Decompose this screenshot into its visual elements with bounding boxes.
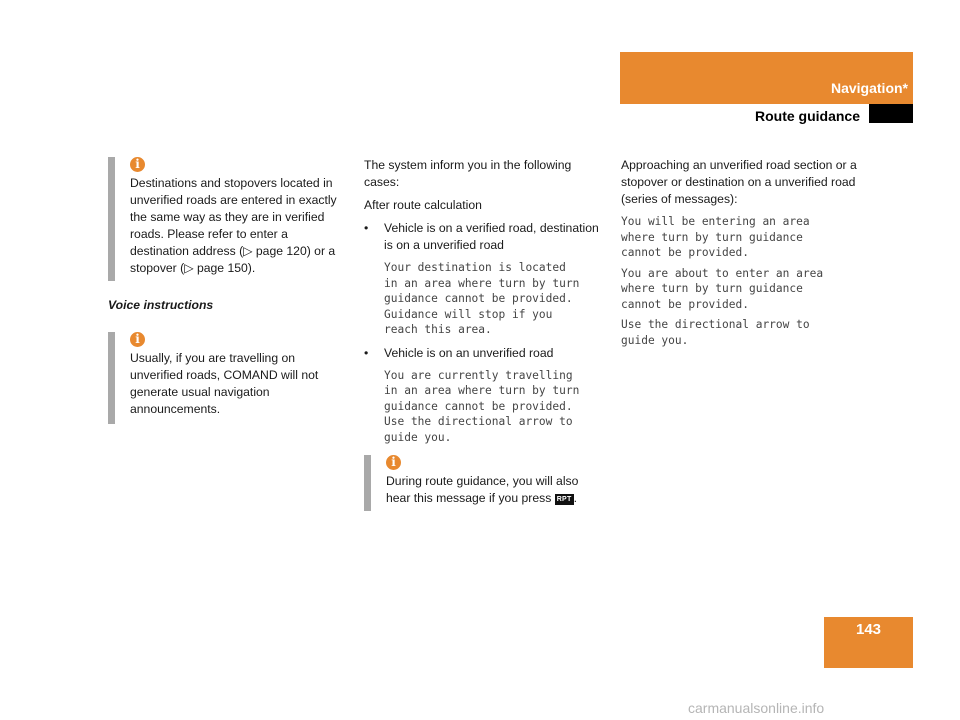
voice-message: Your destination is located in an area where turn by turn guidance cannot be provided. Guidance will stop if you reach this area.: [384, 261, 580, 336]
middle-column: [364, 157, 604, 511]
page-number: 143: [855, 621, 882, 638]
intro-text: The system inform you in the following cases:: [364, 158, 572, 189]
info-box-unverified-destinations: [108, 157, 348, 281]
bullet-text: Vehicle is on an unverified road: [384, 345, 554, 360]
section-title: Navigation*: [830, 80, 908, 96]
left-column: [108, 157, 348, 424]
info-icon: i: [130, 332, 145, 347]
info-icon: i: [386, 455, 401, 470]
info-box-navigation-announcements: [108, 332, 348, 424]
bullet-icon: •: [364, 345, 369, 360]
info-text: During route guidance, you will also hear this message if you press RPT .: [386, 474, 579, 505]
subsection-title: Route guidance: [754, 108, 860, 124]
bullet-text: Vehicle is on a verified road, destination is on a unverified road: [384, 221, 599, 252]
header-tab-marker: [869, 104, 913, 123]
voice-message: You are currently travelling in an area where turn by turn guidance cannot be provided. Use the directional arrow to guide you.: [384, 368, 580, 444]
info-text: Destinations and stopovers located in unverified roads are entered in exactly the same way as they are in verified roads. Please refer to enter a destination address (▷ page 120) or a stopover (▷ page 150).: [130, 176, 337, 275]
list-item: [364, 220, 604, 254]
subheading-text: After route calculation: [364, 198, 482, 212]
page-number-box: [824, 617, 913, 668]
info-box-rpt: [364, 455, 604, 511]
section-heading: Voice instructions: [108, 298, 214, 312]
voice-message: You are about to enter an area where turn by turn guidance cannot be provided.: [621, 266, 824, 311]
intro-text: Approaching an unverified road section or a stopover or destination on a unverified road (series of messages):: [621, 158, 857, 206]
voice-message: Use the directional arrow to guide you.: [621, 318, 810, 347]
rpt-key-icon: RPT: [556, 496, 572, 503]
voice-message: You will be entering an area where turn by turn guidance cannot be provided.: [621, 215, 810, 259]
info-icon: i: [130, 157, 145, 172]
bullet-icon: •: [364, 221, 369, 235]
list-item: [364, 345, 604, 362]
info-text: Usually, if you are travelling on unverified roads, COMAND will not generate usual navigation announcements.: [130, 351, 319, 416]
right-column: [621, 157, 871, 348]
watermark: carmanualsonline.info: [688, 700, 825, 716]
